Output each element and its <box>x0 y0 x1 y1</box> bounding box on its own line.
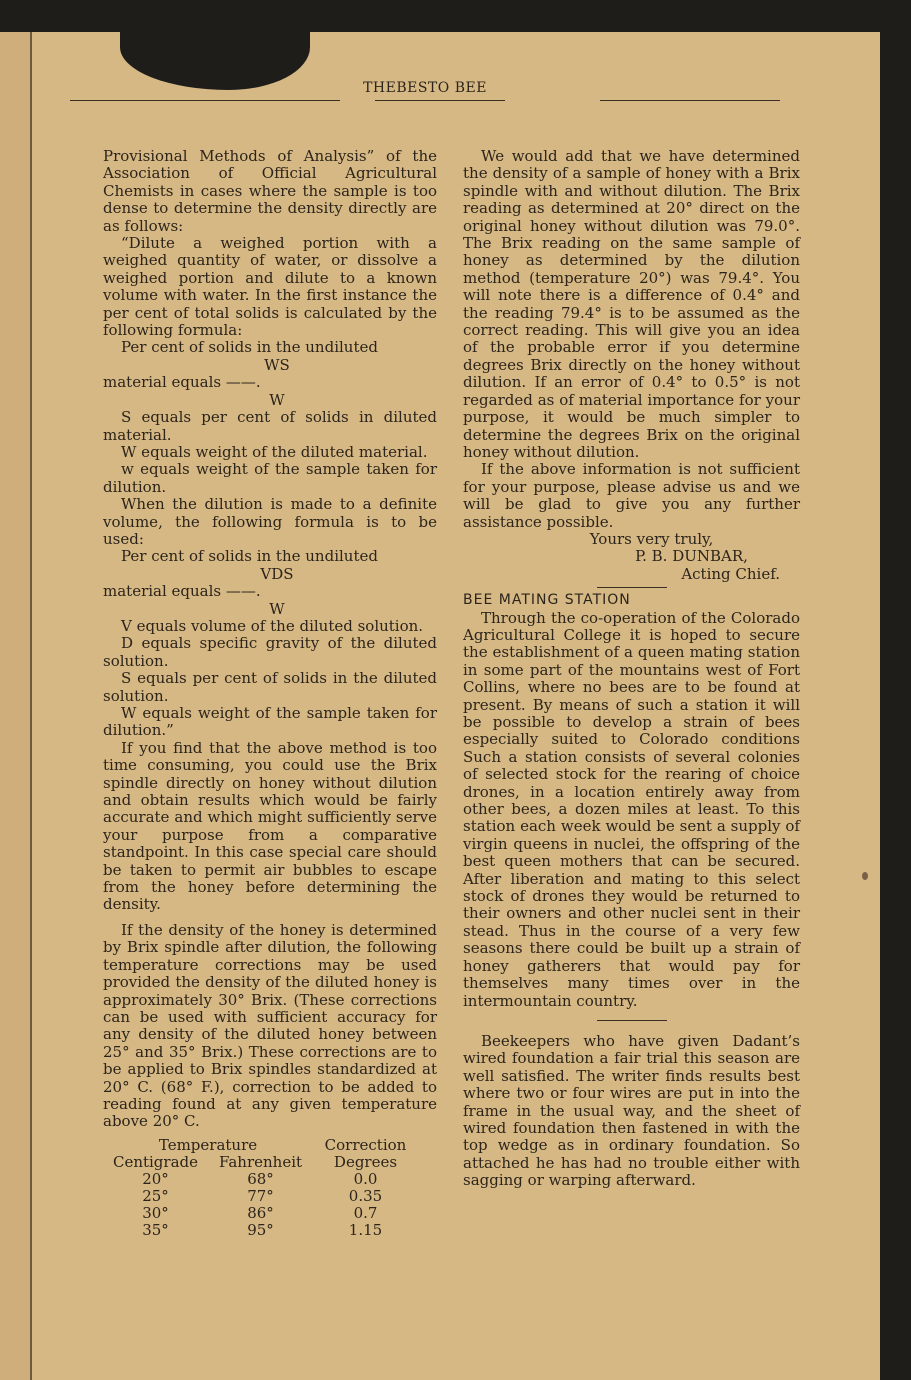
definition-w: W equals weight of the diluted material. <box>121 442 428 461</box>
cell-degrees: 0.35 <box>348 1186 383 1205</box>
table-row <box>103 1222 418 1239</box>
right-paragraph-1: We would add that we have determined the density of a sample of honey with a Brix spindle with and without dilution. The Brix reading as determined at 20° direct on the original honey without dilution was 79.0°. The Brix reading on the same sample of honey as determined by the dilution method (temperature 20°) was 79.4°. You will note there is a difference of 0.4° and the reading 79.4° is to be assumed as the correct reading. This will give you an idea of the probable error if you determine degrees Brix directly on the honey without dilution. If an error of 0.4° to 0.5° is not regarded as of material importance for your purpose, it would be much simpler to determine the degrees Brix on the original honey without dilution. <box>463 147 800 461</box>
table-row <box>103 1188 418 1205</box>
cell-centigrade: 25° <box>142 1186 169 1205</box>
right-paragraph-4: Beekeepers who have given Dadant’s wired foundation a fair trial this season are well satisfied. The writer finds results best where two or four wires are put in into the frame in the usual way, and the sheet of wired foundation then fastened in with the top wedge as in ordinary foundation. So attached he has had no trouble either with sagging or warping afterward. <box>463 1031 800 1190</box>
cell-centigrade: 20° <box>142 1169 169 1188</box>
table-row <box>103 1171 418 1188</box>
right-column <box>463 148 800 1190</box>
left-paragraph-3: When the dilution is made to a definite volume, the following formula is to be used: <box>103 495 437 548</box>
cell-centigrade: 35° <box>142 1220 169 1239</box>
formula-1-denominator: W <box>269 390 285 409</box>
cell-fahrenheit: 68° <box>247 1169 274 1188</box>
running-header <box>70 78 780 102</box>
left-paragraph-5: If the density of the honey is determined by Brix spindle after dilution, the following temperature corrections may be used provided the density of the diluted honey is approximately 30° Brix. (These corrections can be used with sufficient accuracy for any density of the diluted honey between 25° and 35° Brix.) These corrections are to be applied to Brix spindles standardized at 20° C. (68° F.), correction to be added to reading found at any given temperature above 20° C. <box>103 920 437 1131</box>
table-subheader-row <box>103 1154 418 1171</box>
header-temperature: Temperature <box>158 1135 258 1154</box>
left-paragraph-4: If you find that the above method is too time consuming, you could use the Brix spindle directly on honey without dilution and obtain results which would be fairly accurate and which might sufficiently serve your purpose from a comparative standpoint. In this case special care should be taken to permit air bubbles to escape from the honey before determining the density. <box>103 738 437 914</box>
section-separator <box>597 1020 667 1021</box>
cell-degrees: 1.15 <box>348 1220 383 1239</box>
formula-2-denominator: W <box>269 599 285 618</box>
cell-fahrenheit: 95° <box>247 1220 274 1239</box>
definition-w-sample: w equals weight of the sample taken for dilution. <box>103 460 437 496</box>
formula-2-label: material equals ——. <box>103 582 261 601</box>
definition-s: S equals per cent of solids in diluted material. <box>103 408 437 444</box>
section-separator <box>597 587 667 588</box>
adjacent-page-edge <box>0 32 30 1380</box>
right-paragraph-2: If the above information is not sufficient for your purpose, please advise us and we will be glad to give you any further assistance possible. <box>463 460 800 531</box>
definition-s-solution: S equals per cent of solids in the diluted solution. <box>103 669 437 705</box>
table-row <box>103 1205 418 1222</box>
formula-2-intro: Per cent of solids in the undiluted <box>121 547 378 566</box>
letter-closing: Yours very truly, <box>589 529 714 548</box>
correction-table <box>103 1137 418 1239</box>
paper-blemish <box>862 872 868 880</box>
header-title: THEBESTO BEE <box>363 80 487 96</box>
header-degrees: Degrees <box>333 1152 398 1171</box>
cell-degrees: 0.0 <box>353 1169 378 1188</box>
left-column <box>103 148 437 1239</box>
cell-fahrenheit: 86° <box>247 1203 274 1222</box>
cell-centigrade: 30° <box>142 1203 169 1222</box>
formula-2-numerator: VDS <box>260 564 294 583</box>
header-centigrade: Centigrade <box>112 1152 199 1171</box>
definition-d: D equals specific gravity of the diluted solution. <box>103 634 437 670</box>
formula-1-intro: Per cent of solids in the undiluted <box>121 338 378 357</box>
header-rule-left <box>70 100 340 101</box>
left-paragraph-1: Provisional Methods of Analysis” of the Association of Official Agricultural Chemists in cases where the sample is too dense to determine the density directly are as follows: <box>103 147 437 235</box>
section-heading: BEE MATING STATION <box>463 592 631 609</box>
definition-w-weight: W equals weight of the sample taken for dilution.” <box>103 704 437 740</box>
cell-degrees: 0.7 <box>353 1203 378 1222</box>
formula-1-label: material equals ——. <box>103 373 261 392</box>
header-rule-right <box>600 100 780 101</box>
cell-fahrenheit: 77° <box>247 1186 274 1205</box>
table-header-row <box>103 1137 418 1154</box>
header-rule-center <box>375 100 505 101</box>
definition-v: V equals volume of the diluted solution. <box>121 616 424 635</box>
header-fahrenheit: Fahrenheit <box>218 1152 303 1171</box>
right-paragraph-3: Through the co-operation of the Colorado Agricultural College it is hoped to secure the establishment of a queen mating station in some part of the mountains west of Fort Collins, where no bees are to be found at present. By means of such a station it will be possible to develop a strain of bees especially suited to Colorado conditions Such a station consists of several colonies of selected stock for the rearing of choice drones, in a location entirely away from other bees, a dozen miles at least. To this station each week would be sent a supply of virgin queens in nuclei, the offspring of the best queen mothers that can be secured. After liberation and mating to this select stock of drones they would be returned to their owners and other nuclei sent in their stead. Thus in the course of a very few seasons there could be built up a strain of honey gatherers that would pay for themselves many times over in the intermountain country. <box>463 608 800 1010</box>
left-paragraph-2: “Dilute a weighed portion with a weighed quantity of water, or dissolve a weighed portion and dilute to a known volume with water. In the first instance the per cent of total solids is calculated by the following formula: <box>103 234 437 340</box>
header-correction: Correction <box>324 1135 407 1154</box>
letter-signer-title: Acting Chief. <box>681 564 780 583</box>
formula-1-numerator: WS <box>264 355 290 374</box>
letter-signer: P. B. DUNBAR, <box>635 547 748 566</box>
